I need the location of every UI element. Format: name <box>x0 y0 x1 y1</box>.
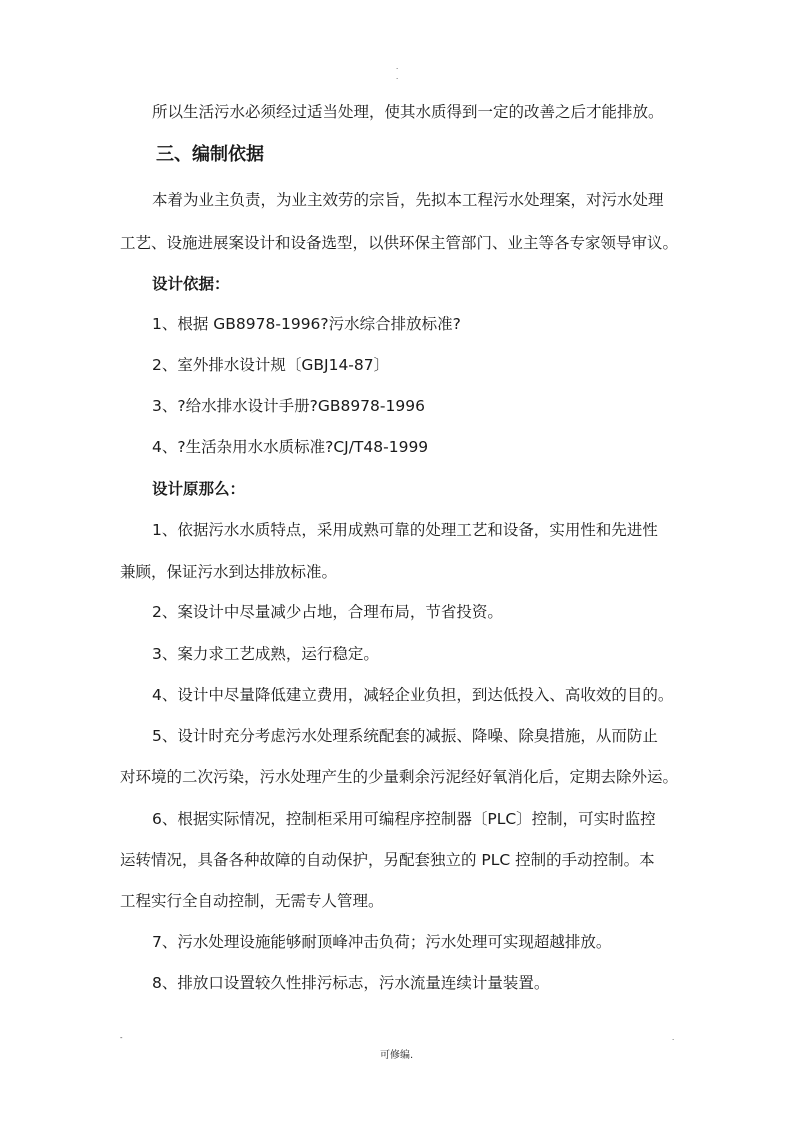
paragraph-line: 工艺、设施进展案设计和设备选型，以供环保主管部门、业主等各专家领导审议。 <box>120 234 679 252</box>
list-item: 1、依据污水水质特点，采用成熟可靠的处理工艺和设备，实用性和先进性 <box>152 521 658 539</box>
paragraph-line: 所以生活污水必须经过适当处理，使其水质得到一定的改善之后才能排放。 <box>152 103 664 121</box>
footer-right-mark: . <box>672 1034 675 1042</box>
header-dot-top: . <box>396 63 399 71</box>
subheading-design-principles: 设计原那么： <box>152 480 246 498</box>
list-item-continuation: 对环境的二次污染，污水处理产生的少量剩余污泥经好氧消化后，定期去除外运。 <box>120 768 679 786</box>
footer-text: 可修编. <box>380 1050 414 1061</box>
list-item-continuation: 工程实行全自动控制，无需专人管理。 <box>120 892 384 910</box>
list-item: 2、室外排水设计规〔GBJ14-87〕 <box>152 356 390 374</box>
subheading-design-basis: 设计依据： <box>152 275 230 293</box>
header-dot-bottom: . <box>396 73 399 81</box>
list-item: 4、?生活杂用水水质标准?CJ/T48-1999 <box>152 438 429 456</box>
list-item-continuation: 运转情况，具备各种故障的自动保护，另配套独立的 PLC 控制的手动控制。本 <box>120 851 655 869</box>
list-item: 2、案设计中尽量减少占地，合理布局，节省投资。 <box>152 603 503 621</box>
list-item: 4、设计中尽量降低建立费用，减轻企业负担，到达低投入、高收效的目的。 <box>152 686 674 704</box>
footer-left-mark: - <box>120 1034 123 1042</box>
list-item: 7、污水处理设施能够耐顶峰冲击负荷；污水处理可实现超越排放。 <box>152 933 612 951</box>
list-item: 3、?给水排水设计手册?GB8978-1996 <box>152 397 425 415</box>
list-item: 5、设计时充分考虑污水处理系统配套的减振、降噪、除臭措施，从而防止 <box>152 727 658 745</box>
list-item: 8、排放口设置较久性排污标志，污水流量连续计量装置。 <box>152 974 550 992</box>
list-item: 1、根据 GB8978-1996?污水综合排放标准? <box>152 315 461 333</box>
list-item-continuation: 兼顾，保证污水到达排放标准。 <box>120 563 338 581</box>
section-heading: 三、编制依据 <box>156 144 264 165</box>
list-item: 6、根据实际情况，控制柜采用可编程序控制器〔PLC〕控制，可实时监控 <box>152 810 656 828</box>
list-item: 3、案力求工艺成熟，运行稳定。 <box>152 645 379 663</box>
paragraph-line: 本着为业主负责，为业主效劳的宗旨，先拟本工程污水处理案，对污水处理 <box>152 191 664 209</box>
